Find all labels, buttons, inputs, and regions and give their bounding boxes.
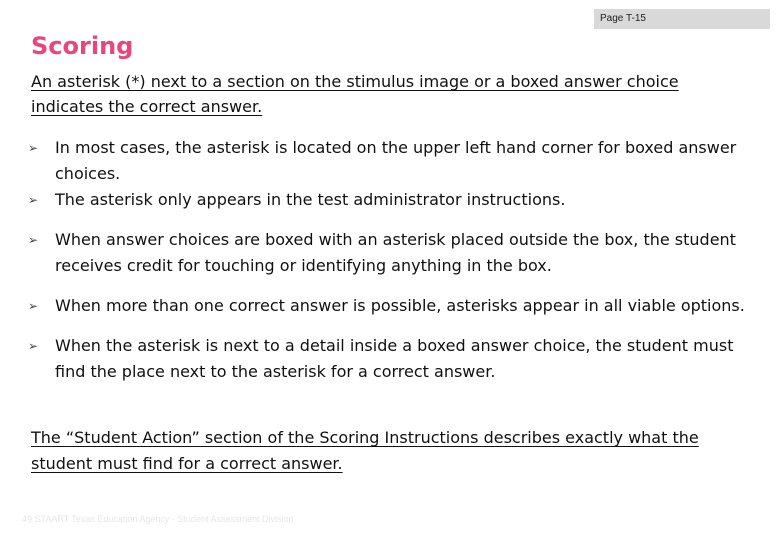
closing-paragraph: The “Student Action” section of the Scoring Instructions describes exactly what the student must find for a correct answer.: [31, 428, 699, 473]
arrow-bullet-icon: ➢: [28, 233, 39, 247]
list-item: [28, 227, 768, 279]
list-item: [28, 333, 768, 385]
arrow-bullet-icon: ➢: [28, 339, 39, 353]
list-item-text: When answer choices are boxed with an asterisk placed outside the box, the student receives credit for touching or identifying anything in the box.: [55, 230, 736, 275]
list-item: [28, 293, 768, 319]
arrow-bullet-icon: ➢: [28, 299, 39, 313]
list-item-text: When the asterisk is next to a detail inside a boxed answer choice, the student must find the place next to the asterisk for a correct answer.: [55, 336, 734, 381]
list-item-text: The asterisk only appears in the test administrator instructions.: [55, 190, 566, 209]
footer-text: 49 STAART Texas Education Agency - Student Assessment Division: [22, 514, 294, 524]
list-item: [28, 187, 768, 213]
list-item-text: When more than one correct answer is possible, asterisks appear in all viable options.: [55, 296, 745, 315]
list-item: [28, 135, 768, 187]
intro-paragraph: An asterisk (*) next to a section on the stimulus image or a boxed answer choice indicates the correct answer.: [31, 72, 679, 116]
page-number-label: Page T-15: [594, 9, 770, 29]
arrow-bullet-icon: ➢: [28, 141, 39, 155]
arrow-bullet-icon: ➢: [28, 193, 39, 207]
page-title: Scoring: [31, 32, 134, 60]
bullet-list: [28, 135, 768, 385]
list-item-text: In most cases, the asterisk is located on the upper left hand corner for boxed answer choices.: [55, 138, 737, 183]
